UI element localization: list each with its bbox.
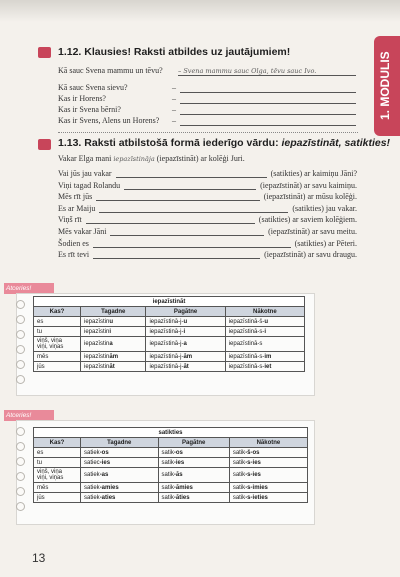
form-cell (146, 352, 225, 362)
example-answer: – Svena mammu sauc Olga, tēvu sauc Ivo. (178, 67, 317, 75)
module-tab-label: 1. MODULIS (378, 51, 392, 121)
answer-blank (96, 200, 259, 201)
table-row (34, 362, 305, 372)
sentence-start: Viņš rīt (58, 215, 82, 225)
person-text: jūs (37, 363, 45, 370)
sentence-start: Vai jūs jau vakar (58, 169, 112, 178)
example-question: Kā sauc Svena mammu un tēvu? (58, 66, 163, 75)
ending: u (264, 318, 269, 325)
sentence-end: (satikties) jau vakar. (292, 203, 357, 213)
binder-ring (16, 427, 25, 436)
form-cell (158, 458, 229, 468)
column-header: Kas? (34, 307, 81, 317)
answer-dash: – (172, 116, 176, 125)
table-verb-title: satikties (34, 428, 308, 438)
answer-blank (178, 75, 356, 76)
sentence-end: (iepazīstināt) ar savu kaimiņu. (260, 180, 357, 190)
answer-blank (124, 189, 256, 190)
ending: -j- (178, 363, 184, 370)
column-header: Nākotne (225, 307, 304, 317)
binder-ring (16, 330, 25, 339)
form-cell (225, 337, 304, 352)
table-row (34, 448, 308, 458)
stem: satik (232, 471, 246, 478)
question-text: Kas ir Horens? (58, 94, 106, 103)
person-text: es (37, 318, 44, 325)
person-text: viņš, viņa (37, 337, 63, 344)
answer-blank (86, 223, 255, 224)
stem: iepazīstin (84, 318, 110, 325)
form-cell (225, 317, 304, 327)
example-pre: Vakar Elga mani (58, 154, 114, 163)
sentence-end: (iepazīstināt) ar savu meitu. (268, 227, 357, 236)
stem: satik (161, 484, 174, 491)
person-text: tu (37, 459, 43, 466)
table-row (34, 317, 305, 327)
person-text: jūs (37, 494, 45, 501)
sentence-start: Mēs rīt jūs (58, 192, 93, 202)
ending: ām (183, 353, 193, 360)
stem: satik (232, 484, 246, 491)
ending: -š- (257, 318, 265, 325)
form-cell (158, 448, 229, 458)
form-cell (81, 337, 146, 352)
answer-blank (93, 247, 291, 248)
binder-ring (16, 345, 25, 354)
top-shadow (0, 0, 400, 22)
stem: satik (232, 449, 246, 456)
binder-ring (16, 502, 25, 511)
answer-blank (116, 177, 267, 178)
binder-ring (16, 300, 25, 309)
binder-ring (16, 375, 25, 384)
stem: satik (161, 471, 174, 478)
stem: iepazīstinā (228, 353, 258, 360)
exercise-1-12-title: 1.12. Klausies! Raksti atbildes uz jautājumiem! (58, 46, 291, 58)
form-cell (81, 493, 159, 503)
column-header: Pagātne (158, 438, 229, 448)
exercise-marker-icon (38, 47, 51, 58)
person-cell (34, 317, 81, 327)
answer-blank (180, 103, 356, 104)
stem: iepazīstinā (149, 318, 179, 325)
binder-ring (16, 472, 25, 481)
question-text: Kas ir Svens, Alens un Horens? (58, 116, 160, 125)
table-row (34, 483, 308, 493)
ending: -ies (173, 459, 185, 466)
ending: -s-ies (245, 471, 261, 478)
stem: satik (161, 459, 174, 466)
ending: -s- (257, 363, 265, 370)
sentence-start: Es ar Maiju (58, 203, 96, 213)
person-text: tu (37, 328, 43, 335)
ending: a (183, 340, 187, 347)
ending: -as (99, 471, 109, 478)
stem: iepazīstin (84, 363, 110, 370)
ending: a (109, 340, 113, 347)
answer-blank (99, 212, 288, 213)
person-cell (34, 493, 81, 503)
stem: satik (232, 459, 246, 466)
stem: satik (161, 449, 174, 456)
form-cell (225, 327, 304, 337)
person-cell (34, 448, 81, 458)
person-text: viņi, viņas (37, 475, 64, 481)
answer-blank (110, 235, 264, 236)
answer-blank (93, 258, 260, 259)
ending: -j- (178, 318, 184, 325)
table-row (34, 493, 308, 503)
ending: āt (183, 363, 189, 370)
stem: iepazīstin (84, 353, 110, 360)
stem: iepazīstinā (149, 353, 179, 360)
form-cell (146, 337, 225, 352)
exercise-1-13-title-text: 1.13. Raksti atbilstošā formā iederīgo vārdu: (58, 137, 282, 149)
form-cell (146, 317, 225, 327)
stem: iepazīstinā (149, 363, 179, 370)
ending: -āmies (173, 484, 193, 491)
sentence-end: (iepazīstināt) ar savu draugu. (264, 250, 357, 260)
person-cell (34, 362, 81, 372)
conjugation-table-iepazistinat (33, 296, 305, 372)
form-cell (146, 362, 225, 372)
sentence-end: (satikties) ar saviem kolēģiem. (258, 215, 357, 225)
ending: -aties (99, 494, 116, 501)
ending: -s (257, 340, 263, 347)
form-cell (81, 458, 159, 468)
ending: -ās (173, 471, 183, 478)
column-header: Pagātne (146, 307, 225, 317)
form-cell (81, 327, 146, 337)
sentence-start: Es rīt tevi (58, 250, 90, 260)
person-cell (34, 458, 81, 468)
ending: -s-imies (245, 484, 268, 491)
person-cell (34, 327, 81, 337)
answer-dash: – (172, 105, 176, 114)
column-header: Kas? (34, 438, 81, 448)
form-cell (158, 468, 229, 483)
table-row (34, 327, 305, 337)
stem: iepazīstinā (228, 318, 258, 325)
column-header: Nākotne (229, 438, 307, 448)
binder-ring (16, 487, 25, 496)
ending: āt (109, 363, 115, 370)
stem: satiek (84, 449, 100, 456)
example-handwritten: iepazīstināja (113, 155, 155, 163)
ending: -j- (178, 340, 184, 347)
ending: iet (264, 363, 272, 370)
column-header: Tagadne (81, 307, 146, 317)
table-row (34, 337, 305, 352)
form-cell (229, 493, 307, 503)
stem: iepazīstinā (149, 340, 179, 347)
form-cell (229, 483, 307, 493)
person-text: viņš, viņa (37, 468, 63, 475)
ending: -s- (257, 353, 265, 360)
ending: ām (109, 353, 119, 360)
person-text: mēs (37, 484, 49, 491)
stem: iepazīstinā (149, 328, 179, 335)
stem: satik (161, 494, 174, 501)
dotted-divider (58, 132, 358, 133)
ending: -s- (257, 328, 265, 335)
answer-dash: – (172, 83, 176, 92)
form-cell (158, 483, 229, 493)
form-cell (158, 493, 229, 503)
form-cell (229, 468, 307, 483)
form-cell (225, 352, 304, 362)
form-cell (81, 317, 146, 327)
ending: im (264, 353, 272, 360)
answer-dash: – (172, 94, 176, 103)
ending: u (109, 318, 114, 325)
answer-blank (180, 125, 356, 126)
form-cell (81, 362, 146, 372)
table-row (34, 458, 308, 468)
form-cell (225, 362, 304, 372)
stem: iepazīstin (84, 340, 110, 347)
exercise-1-13-title (58, 137, 390, 149)
exercise-1-13-title-verbs: iepazīstināt, satikties! (281, 137, 391, 149)
sentence-end: (iepazīstināt) ar mūsu kolēģi. (263, 192, 357, 202)
stem: satiek (84, 494, 100, 501)
ending: -j- (178, 328, 184, 335)
ending: i (264, 328, 267, 335)
table-row (34, 352, 305, 362)
stem: satiec (84, 459, 100, 466)
ending: i (183, 328, 186, 335)
person-cell (34, 337, 81, 352)
person-text: viņi, viņas (37, 344, 64, 350)
ending: -os (99, 449, 109, 456)
stem: iepazīstinā (228, 363, 258, 370)
ending: u (183, 318, 188, 325)
example-post: (iepazīstināt) ar kolēģi Juri. (154, 154, 245, 163)
sentence-start: Viņi tagad Rolandu (58, 180, 121, 190)
form-cell (229, 458, 307, 468)
binder-ring (16, 457, 25, 466)
ending: -j- (178, 353, 184, 360)
ending: -amies (99, 484, 119, 491)
person-text: mēs (37, 353, 49, 360)
binder-ring (16, 360, 25, 369)
form-cell (81, 352, 146, 362)
question-text: Kas ir Svena bērni? (58, 105, 121, 114)
ending: -āties (173, 494, 190, 501)
ending: -s-ieties (245, 494, 268, 501)
module-tab (374, 36, 400, 136)
answer-blank (180, 92, 356, 93)
form-cell (81, 483, 159, 493)
form-cell (81, 448, 159, 458)
person-cell (34, 352, 81, 362)
form-cell (229, 448, 307, 458)
stem: satiek (84, 471, 100, 478)
stem: iepazīstinā (228, 328, 258, 335)
stem: satik (232, 494, 246, 501)
table-verb-title: iepazīstināt (34, 297, 305, 307)
conjugation-table-satikties (33, 427, 308, 503)
person-cell (34, 483, 81, 493)
note-label: Atceries! (4, 410, 54, 421)
stem: iepazīstin (84, 328, 110, 335)
column-header: Tagadne (81, 438, 159, 448)
sentence-start: Mēs vakar Jāni (58, 227, 107, 236)
table-row (34, 468, 308, 483)
person-text: es (37, 449, 44, 456)
exercise-marker-icon (38, 139, 51, 150)
question-text: Kā sauc Svena sievu? (58, 83, 128, 92)
note-label: Atceries! (4, 283, 54, 294)
form-cell (146, 327, 225, 337)
ending: -ies (99, 459, 111, 466)
sentence-end: (satikties) ar kaimiņu Jāni? (270, 169, 357, 178)
page-number: 13 (32, 551, 46, 565)
ending: i (109, 328, 112, 335)
binder-ring (16, 442, 25, 451)
ending: -š-os (245, 449, 260, 456)
sentence-start: Šodien es (58, 238, 89, 248)
answer-blank (180, 114, 356, 115)
sentence-end: (satikties) ar Pēteri. (294, 238, 357, 248)
binder-ring (16, 315, 25, 324)
stem: iepazīstinā (228, 340, 258, 347)
person-cell (34, 468, 81, 483)
form-cell (81, 468, 159, 483)
example-sentence (58, 154, 245, 163)
ending: -s-ies (245, 459, 261, 466)
stem: satiek (84, 484, 100, 491)
ending: -os (173, 449, 183, 456)
